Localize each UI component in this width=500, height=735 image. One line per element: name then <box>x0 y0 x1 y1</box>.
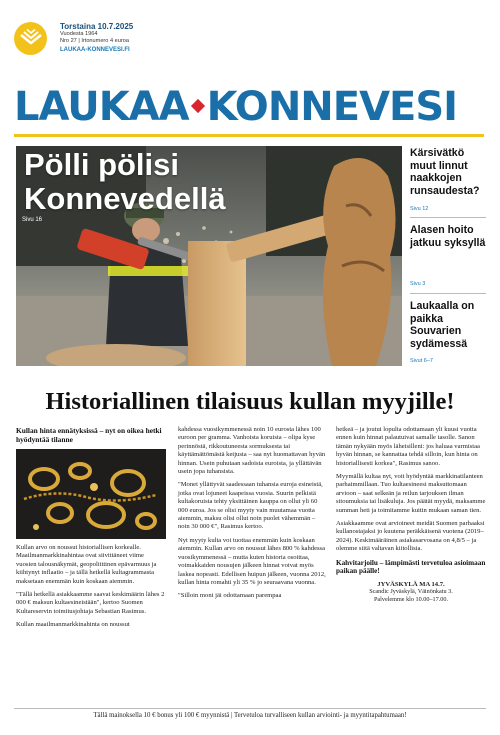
issue-info <box>60 22 200 54</box>
footer-divider <box>14 708 486 709</box>
teaser-title: Laukaalla on paikka Souvarien sydämessä <box>410 300 475 350</box>
event-hours: Palvelemme klo 10.00–17.00. <box>373 595 449 603</box>
issue-date: Torstaina 10.7.2025 <box>60 22 134 31</box>
hero-page-ref: Sivu 16 <box>22 217 43 223</box>
publisher-logo <box>14 22 47 55</box>
teaser-item[interactable] <box>410 218 486 294</box>
nameplate-left: LAUKAA <box>14 84 189 130</box>
ad-paragraph: Kullan maailmanmarkkinahinta on noussut <box>16 621 130 629</box>
issue-number: Nro 27 | Irtonumero 4 euroa <box>60 37 129 44</box>
nameplate-right: KONNEVESI <box>206 84 458 130</box>
newspaper-nameplate <box>14 84 484 130</box>
teaser-page-ref: Sivu 3 <box>410 281 426 287</box>
founded-year: Vuodesta 1964 <box>60 31 98 38</box>
ad-paragraph: Asiakkaamme ovat arvioineet meidät Suomen parhaaksi kullanostajaksi jo kuutena peräkkäisenä vuotena (2019–2024). Keskimääräinen asiakasarvosana on 4,8/5 – ja olemme siitä valtavan kiitollisia. <box>336 520 485 553</box>
event-venue: Scandic Jyväskylä, Väinönkatu 3. <box>369 588 453 596</box>
ad-paragraph: Kullan arvo on noussut historiallisen korkealle. Maailmanmarkkinahintaa ovat siivittäneet viime vuosien talousnäkymät, geopoliittinen epävarmuus ja kiihtynyt inflaatio – ja tällä hetkellä kultagrammasta maksetaan enemmän kuin koskaan aiemmin. <box>16 544 157 585</box>
ad-paragraph: Nyt myyty kulta voi tuottaa enemmän kuin koskaan aiemmin. Kullan arvo on noussut lähes 800 % kahdessa vuosikymmenessä – mutta kuten historia osoittaa, voimakkaiden nousujen jälkeen hinnat voivat myös laskea nopeasti. Edellisen huipun jälkeen, vuonna 2012, kullan hinta romahti yli 35 % jo seuraavana vuonna. <box>178 536 326 586</box>
teaser-page-ref: Sivu 12 <box>410 206 429 212</box>
teaser-item[interactable] <box>410 294 486 366</box>
masthead-divider <box>14 134 484 137</box>
teaser-title: Kärsivätkö muut linnut naakkojen runsaudesta? <box>410 147 480 197</box>
ad-paragraph: "Silloin moni jäi odottamaan parempaa <box>178 592 282 600</box>
ad-paragraph: "Tällä hetkellä asiakkaamme saavat keskimäärin lähes 2 000 € maksun kultaesineistään", kertoo Suomen Kultareservin toimitusjohtaja Sebastian Rasimus. <box>16 591 165 615</box>
hero-headline[interactable]: Pölli pölisi Konnevedellä <box>24 147 226 216</box>
event-invitation: Kahvitarjoilu – lämpimästi tervetuloa asioimaan paikan päälle! <box>336 558 486 576</box>
ad-footer: Tällä mainoksella 10 € bonus yli 100 € myynnistä | Tervetuloa turvalliseen kullan arviointi- ja myyntitapahtumaan! <box>93 712 407 719</box>
teaser-item[interactable] <box>410 146 486 218</box>
gold-jewelry-photo <box>16 449 166 539</box>
teaser-column <box>410 146 486 366</box>
ad-column-2 <box>178 426 328 606</box>
ad-headline: Historiallinen tilaisuus kullan myyjille! <box>45 388 455 415</box>
ad-paragraph: Myymällä kultaa nyt, voit hyödyntää markkinatilanteen parhaimmillaan. Tuo kultaesineesi maksuttomaan arvioon – saat selkeän ja reilun tarjouksen ilman sitoumuksia tai lisäkuluja. Jos päätät myydä, maksamme summan heti ja toimitamme kuitin mukaan saman tien. <box>336 473 486 514</box>
gold-rings-icon <box>16 449 166 539</box>
hero-photo[interactable] <box>16 146 402 366</box>
ad-paragraph: hetkeä – ja joutui lopulta odottamaan yli kuusi vuotta ennen kuin hinnat palautuivat samalle tasolle. Sanon tämän nykyään myös läheisilleni: jos haluaa varmistaa hyvän hinnan, se kannattaa tehdä silloin, kun hinta on historiallisesti korkea", Rasimus sanoo. <box>336 426 480 467</box>
website-link[interactable]: LAUKAA-KONNEVESI.FI <box>60 47 130 54</box>
wing-logo-icon <box>18 26 44 52</box>
event-city-date: JYVÄSKYLÄ MA 14.7. <box>377 581 445 589</box>
event-details <box>336 581 486 603</box>
ad-paragraph: kahdessa vuosikymmenessä noin 10 eurosta lähes 100 euroon per gramma. Vanhoista koruista – olipa kyse perinnöstä, rikkoutuneesta sormuksesta tai käyttämättömästä ketjusta – saa nyt huomattavan hyvän hinnan. Usein puhutaan sadoista euroista, ja yllättävän usein jopa tuhansista. <box>178 426 326 476</box>
nameplate-diamond-icon <box>191 99 205 113</box>
teaser-page-ref: Sivut 6–7 <box>410 358 433 364</box>
teaser-title: Alasen hoito jatkuu syksyllä <box>410 224 486 249</box>
ad-paragraph: "Monet yllättyvät saadessaan tuhansia euroja esineistä, jotka ovat lojuneet kaapeissa vuosia. Suurin pelkistä kultakoruista tehty yksittäinen kauppa on ollut yli 60 000 euroa. Jos se olisi myyty vain muutamaa vuotta aiemmin, maksu olisi ollut noin puolet vähemmän – noin 30 000 €", Rasimus kertoo. <box>178 481 323 531</box>
ad-lead-title: Kullan hinta ennätyksissä – nyt on oikea hetki hyödyntää tilanne <box>16 426 162 444</box>
ad-column-3 <box>336 426 486 603</box>
ad-column-1 <box>16 426 166 635</box>
